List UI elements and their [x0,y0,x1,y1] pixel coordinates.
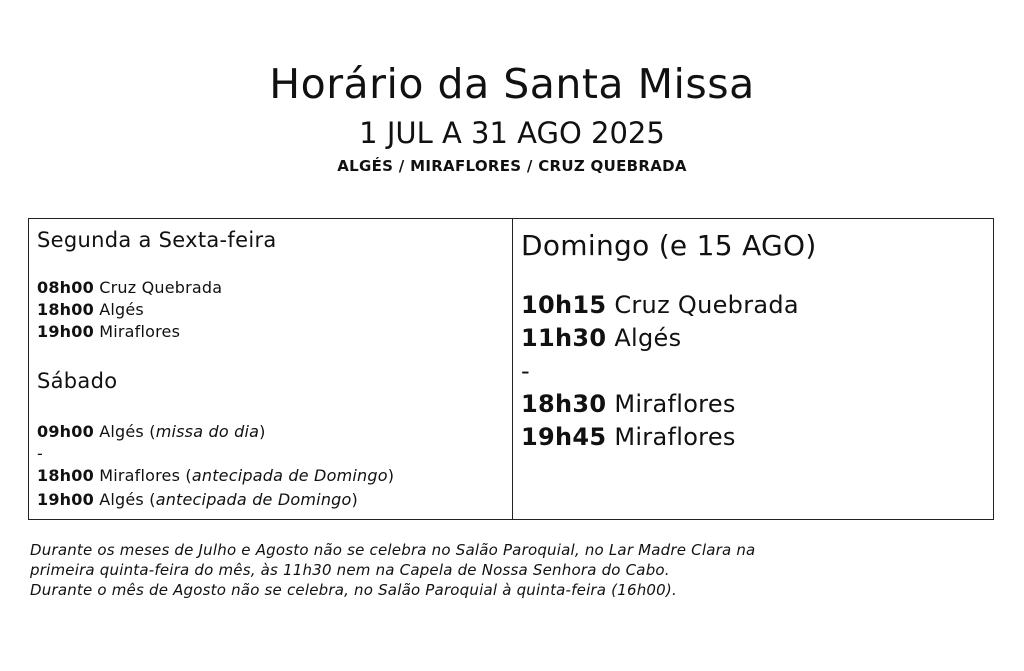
date-range: 1 JUL A 31 AGO 2025 [359,116,665,150]
mass-time: 08h00 [37,278,94,297]
sunday-mass-row [521,322,681,354]
mass-time: 19h00 [37,322,94,341]
mass-time: 09h00 [37,422,94,441]
sunday-mass-row [521,421,736,453]
mass-place: Cruz Quebrada [614,291,799,319]
mass-place: Miraflores [99,466,181,485]
schedule-notes [30,540,1005,600]
mass-note: antecipada de Domingo [155,490,352,509]
locations: ALGÉS / MIRAFLORES / CRUZ QUEBRADA [337,157,687,175]
mass-time: 18h30 [521,390,607,418]
mass-time: 19h45 [521,423,607,451]
mass-place: Miraflores [614,390,736,418]
weekday-mass-row [37,299,144,321]
mass-place: Algés [614,324,682,352]
mass-time: 18h00 [37,300,94,319]
page-title: Horário da Santa Missa [269,60,755,108]
mass-place: Algés [99,422,144,441]
sunday-separator: - [521,357,530,385]
sunday-mass-row [521,388,736,420]
sunday-mass-row [521,289,799,321]
weekday-mass-row [37,277,222,299]
note-line: Durante o mês de Agosto não se celebra, no Salão Paroquial à quinta-feira (16h00). [30,581,677,599]
saturday-mass-row: 19h00 Algés (antecipada de Domingo) [37,490,358,509]
mass-place: Miraflores [99,322,181,341]
sunday-column [513,219,993,519]
weekday-mass-row [37,321,180,343]
note-line: primeira quinta-feira do mês, às 11h30 nem na Capela de Nossa Senhora do Cabo. [30,561,670,579]
mass-place: Miraflores [614,423,736,451]
mass-time: 11h30 [521,324,607,352]
mass-place: Cruz Quebrada [99,278,223,297]
mass-time: 19h00 [37,490,94,509]
mass-time: 10h15 [521,291,607,319]
saturday-heading: Sábado [37,369,118,393]
mass-time: 18h00 [37,466,94,485]
weekdays-heading: Segunda a Sexta-feira [37,228,277,252]
sunday-heading: Domingo (e 15 AGO) [521,229,817,262]
mass-note: missa do dia [155,422,260,441]
mass-place: Algés [99,300,144,319]
weekday-saturday-column [29,219,513,519]
mass-note: antecipada de Domingo [191,466,388,485]
note-line: Durante os meses de Julho e Agosto não se celebra no Salão Paroquial, no Lar Madre Clara na [30,541,756,559]
mass-place: Algés [99,490,144,509]
saturday-mass-row: 18h00 Miraflores (antecipada de Domingo) [37,466,395,485]
saturday-separator: - [37,444,43,463]
schedule-table [28,218,994,520]
saturday-mass-row: 09h00 Algés (missa do dia) [37,422,266,441]
